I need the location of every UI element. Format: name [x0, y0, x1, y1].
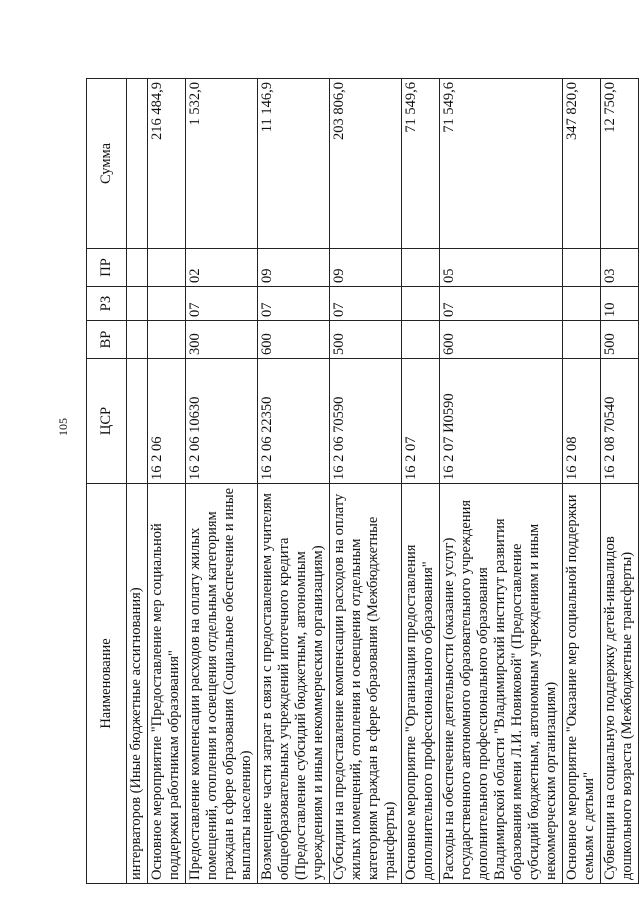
cell-vr	[563, 321, 601, 359]
cell-csr: 16 2 07	[402, 359, 440, 484]
cell-sum: 71 549,6	[440, 79, 563, 249]
cell-rz	[148, 287, 186, 321]
cell-sum: 347 820,0	[563, 79, 601, 249]
header-rz: РЗ	[87, 287, 127, 321]
table-row	[402, 79, 440, 884]
cell-name: интерваторов (Иные бюджетные ассигнования)	[127, 484, 148, 884]
cell-pr: 02	[186, 249, 258, 287]
cell-vr: 600	[440, 321, 563, 359]
cell-name: Основное мероприятие "Организация предоставления дополнительного профессионального образования"	[402, 484, 440, 884]
cell-vr: 600	[258, 321, 330, 359]
header-row	[87, 79, 127, 884]
cell-sum: 1 532,0	[186, 79, 258, 249]
cell-rz	[563, 287, 601, 321]
cell-csr: 16 2 08	[563, 359, 601, 484]
cell-name: Основное мероприятие "Оказание мер социальной поддержки семьям с детьми"	[563, 484, 601, 884]
header-pr: ПР	[87, 249, 127, 287]
cell-rz: 07	[330, 287, 402, 321]
table-row	[127, 79, 148, 884]
cell-vr	[127, 321, 148, 359]
cell-vr: 500	[330, 321, 402, 359]
cell-name: Основное мероприятие "Предоставление мер социальной поддержки работникам образования"	[148, 484, 186, 884]
cell-vr	[148, 321, 186, 359]
cell-csr: 16 2 08 70540	[601, 359, 639, 484]
cell-rz	[402, 287, 440, 321]
cell-pr: 05	[440, 249, 563, 287]
cell-sum	[127, 79, 148, 249]
cell-sum: 71 549,6	[402, 79, 440, 249]
cell-rz: 07	[258, 287, 330, 321]
header-csr: ЦСР	[87, 359, 127, 484]
cell-name: Расходы на обеспечение деятельности (оказание услуг) государственного автономного образовательного учреждения дополнительного профессионального образования Владимирской области "Владимирский институт развития образования имени Л.И. Новиковой" (Предоставление субсидий бюджетным, автономным учреждениям и иным некоммерческим организациям)	[440, 484, 563, 884]
cell-pr	[127, 249, 148, 287]
cell-sum: 203 806,0	[330, 79, 402, 249]
rotated-page	[86, 79, 636, 884]
table-row	[563, 79, 601, 884]
header-name: Наименование	[87, 484, 127, 884]
cell-rz: 07	[440, 287, 563, 321]
cell-pr: 03	[601, 249, 639, 287]
cell-pr: 09	[258, 249, 330, 287]
cell-csr: 16 2 06 22350	[258, 359, 330, 484]
cell-vr: 300	[186, 321, 258, 359]
table-row	[601, 79, 639, 884]
cell-sum: 216 484,9	[148, 79, 186, 249]
cell-rz: 10	[601, 287, 639, 321]
cell-name: Возмещение части затрат в связи с предоставлением учителям общеобразовательных учреждений ипотечного кредита (Предоставление субсидий бюджетным, автономным учреждениям и иным некоммерческим организациям)	[258, 484, 330, 884]
cell-pr: 09	[330, 249, 402, 287]
cell-vr	[402, 321, 440, 359]
cell-rz	[127, 287, 148, 321]
table-row	[330, 79, 402, 884]
cell-name: Субсидии на предоставление компенсации расходов на оплату жилых помещений, отопления и освещения отдельным категориям граждан в сфере образования (Межбюджетные трансферты)	[330, 484, 402, 884]
table-body	[127, 79, 639, 884]
cell-sum: 12 750,0	[601, 79, 639, 249]
cell-csr: 16 2 07 И0590	[440, 359, 563, 484]
table-row	[440, 79, 563, 884]
table-row	[148, 79, 186, 884]
cell-csr: 16 2 06 70590	[330, 359, 402, 484]
cell-vr: 500	[601, 321, 639, 359]
cell-pr	[402, 249, 440, 287]
table-row	[258, 79, 330, 884]
cell-pr	[563, 249, 601, 287]
cell-csr: 16 2 06	[148, 359, 186, 484]
budget-table	[86, 78, 639, 884]
cell-csr: 16 2 06 10630	[186, 359, 258, 484]
table-row	[186, 79, 258, 884]
cell-csr	[127, 359, 148, 484]
header-sum: Сумма	[87, 79, 127, 249]
cell-sum: 11 146,9	[258, 79, 330, 249]
cell-name: Предоставление компенсации расходов на оплату жилых помещений, отопления и освещения отдельным категориям граждан в сфере образования (Социальное обеспечение и иные выплаты населению)	[186, 484, 258, 884]
cell-rz: 07	[186, 287, 258, 321]
page-number: 105	[56, 418, 70, 436]
cell-pr	[148, 249, 186, 287]
cell-name: Субвенции на социальную поддержку детей-инвалидов дошкольного возраста (Межбюджетные трансферты)	[601, 484, 639, 884]
header-vr: ВР	[87, 321, 127, 359]
